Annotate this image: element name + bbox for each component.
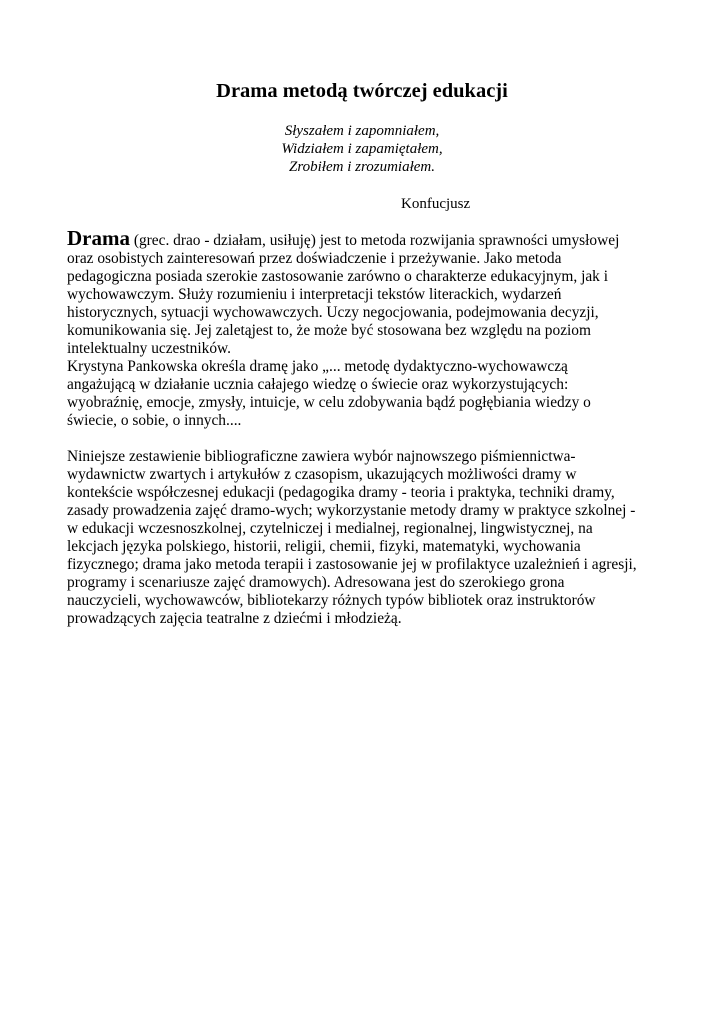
- paragraph-line: pedagogiczna posiada szerokie zastosowanie zarówno o charakterze edukacyjnym, jak i: [67, 268, 609, 285]
- paragraph-line: wychowawczym. Służy rozumieniu i interpretacji tekstów literackich, wydarzeń: [67, 286, 562, 303]
- paragraph-line: prowadzących zajęcia teatralne z dziećmi i młodzieżą.: [67, 610, 402, 627]
- paragraph-line: angażującą w działanie ucznia całajego wiedzę o świecie oraz wykorzystujących:: [67, 376, 569, 393]
- document-title: Drama metodą twórczej edukacji: [216, 80, 508, 102]
- motto-line: Widziałem i zapamiętałem,: [281, 141, 443, 157]
- paragraph-line: fizycznego; drama jako metoda terapii i zastosowanie jej w profilaktyce uzależnień i agresji,: [67, 556, 637, 573]
- paragraph-line: lekcjach języka polskiego, historii, religii, chemii, fizyki, matematyki, wychowania: [67, 538, 581, 555]
- motto-author: Konfucjusz: [401, 196, 471, 212]
- paragraph-line: wyobraźnię, emocje, zmysły, intuicje, w celu zdobywania bądź pogłębiania wiedzy o: [67, 394, 591, 411]
- paragraph-line: [67, 226, 667, 250]
- paragraph-line: historycznych, sytuacji wychowawczych. Uczy negocjowania, podejmowania decyzji,: [67, 304, 599, 321]
- paragraph-line: kontekście współczesnej edukacji (pedagogika dramy - teoria i praktyka, techniki dramy,: [67, 484, 615, 501]
- paragraph-line: Krystyna Pankowska określa dramę jako „... metodę dydaktyczno-wychowawczą: [67, 358, 568, 375]
- motto-quote: [0, 122, 724, 176]
- paragraph-line: świecie, o sobie, o innych....: [67, 412, 242, 429]
- paragraph-line: intelektualny uczestników.: [67, 340, 231, 357]
- paragraph-spacer: [67, 430, 667, 448]
- paragraph-line: oraz osobistych zainteresowań przez doświadczenie i przeżywanie. Jako metoda: [67, 250, 562, 267]
- paragraph-line: wydawnictw zwartych i artykułów z czasopism, ukazujących możliwości dramy w: [67, 466, 577, 483]
- paragraph-line-text: (grec. drao - działam, usiłuję) jest to metoda rozwijania sprawności umysłowej: [129, 232, 620, 249]
- motto-line: Słyszałem i zapomniałem,: [284, 123, 440, 139]
- lead-word: Drama: [67, 226, 130, 250]
- paragraph-line: zasady prowadzenia zajęć dramo-wych; wykorzystanie metody dramy w praktyce szkolnej -: [67, 502, 636, 519]
- motto-line: Zrobiłem i zrozumiałem.: [289, 159, 435, 175]
- paragraph-line: programy i scenariusze zajęć dramowych). Adresowana jest do szerokiego grona: [67, 574, 565, 591]
- paragraph-line: komunikowania się. Jej zaletąjest to, że może być stosowana bez względu na poziom: [67, 322, 591, 339]
- paragraph-line: nauczycieli, wychowawców, bibliotekarzy różnych typów bibliotek oraz instruktorów: [67, 592, 596, 609]
- paragraph-line: Niniejsze zestawienie bibliograficzne zawiera wybór najnowszego piśmiennictwa-: [67, 448, 576, 465]
- document-body: [67, 226, 667, 628]
- paragraph-line: w edukacji wczesnoszkolnej, czytelniczej i medialnej, regionalnej, lingwistycznej, na: [67, 520, 593, 537]
